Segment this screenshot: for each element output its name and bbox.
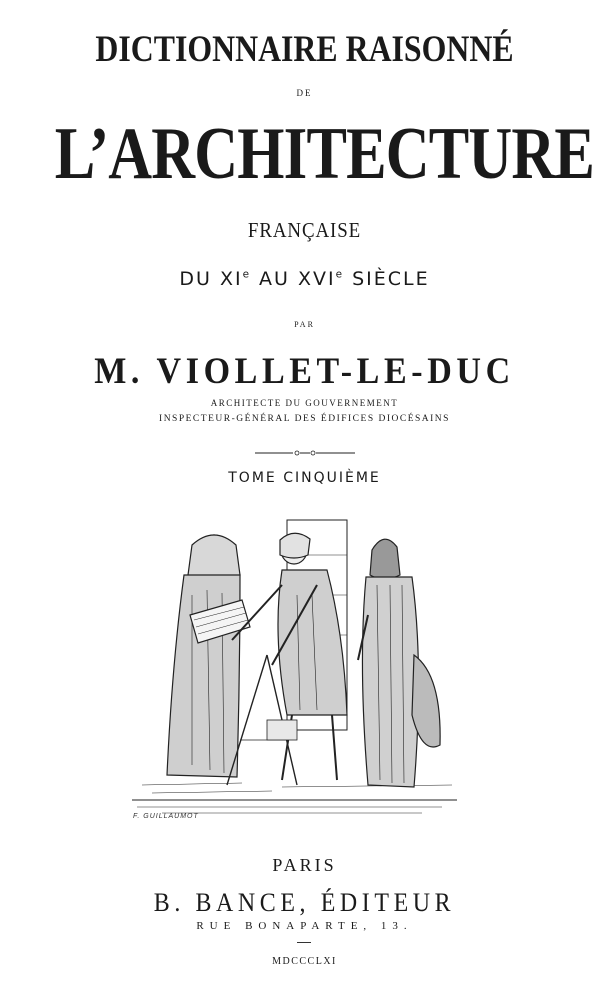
title-line-2: L’ARCHITECTURE: [54, 113, 595, 195]
craftsman-figure: [232, 533, 347, 780]
imprint-date: MDCCCLXI: [272, 956, 337, 967]
imprint-city: PARIS: [272, 855, 337, 875]
period-subtitle: DU XIe AU XVIe SIÈCLE: [179, 268, 430, 290]
stone-block: [267, 720, 297, 740]
title-connector: DE: [296, 88, 313, 98]
imprint-address: RUE BONAPARTE, 13.: [196, 920, 413, 932]
title-line-3: FRANÇAISE: [247, 218, 362, 242]
ornament-divider: [255, 448, 355, 458]
author-role-1: ARCHITECTE DU GOUVERNEMENT: [210, 398, 399, 408]
knight-figure: [358, 539, 440, 787]
author-name: M. VIOLLET-LE-DUC: [94, 351, 515, 392]
author-role-2: INSPECTEUR-GÉNÉRAL DES ÉDIFICES DIOCÉSAINS: [159, 414, 450, 424]
title-line-1: DICTIONNAIRE RAISONNÉ: [95, 29, 514, 70]
volume-label: TOME CINQUIÈME: [228, 470, 381, 486]
engraving-illustration: [122, 515, 462, 820]
engraver-signature: F. GUILLAUMOT: [133, 813, 199, 820]
by-label: PAR: [294, 320, 315, 329]
imprint-rule: [297, 942, 311, 943]
imprint-publisher: B. BANCE, ÉDITEUR: [153, 888, 456, 917]
monk-figure: [167, 535, 250, 777]
